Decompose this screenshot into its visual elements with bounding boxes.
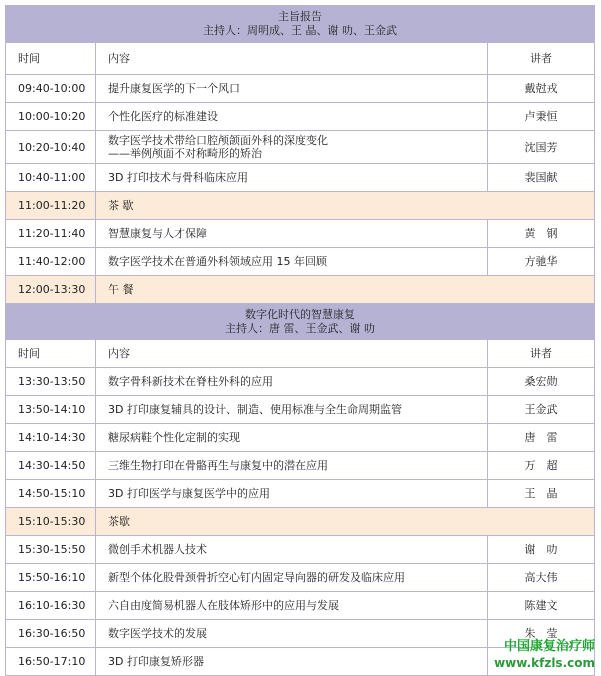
break-row bbox=[6, 508, 595, 536]
speaker-header: 讲者 bbox=[488, 340, 595, 368]
content-cell: 数字骨科新技术在脊柱外科的应用 bbox=[96, 368, 488, 396]
break-label: 午 餐 bbox=[96, 276, 595, 304]
content-header: 内容 bbox=[96, 340, 488, 368]
break-label: 茶歇 bbox=[96, 508, 595, 536]
content-cell: 3D 打印技术与骨科临床应用 bbox=[96, 164, 488, 192]
break-row bbox=[6, 192, 595, 220]
table-row bbox=[6, 131, 595, 164]
session-hosts: 主持人：周明成、王 晶、谢 叻、王金武 bbox=[203, 24, 397, 37]
speaker-cell: 戴尅戎 bbox=[488, 75, 595, 103]
time-cell: 15:50-16:10 bbox=[6, 564, 96, 592]
time-cell: 14:30-14:50 bbox=[6, 452, 96, 480]
session-title: 数字化时代的智慧康复 bbox=[245, 307, 355, 321]
content-cell: 3D 打印康复矫形器 bbox=[96, 648, 488, 676]
table-row bbox=[6, 564, 595, 592]
session-hosts: 主持人：唐 雷、王金武、谢 叻 bbox=[225, 321, 375, 335]
content-line: ——举例颅面不对称畸形的矫治 bbox=[108, 147, 262, 160]
content-line: 数字医学技术带给口腔颅颌面外科的深度变化 bbox=[108, 134, 328, 147]
content-header: 内容 bbox=[96, 43, 488, 75]
break-label: 茶 歇 bbox=[96, 192, 595, 220]
time-cell: 14:10-14:30 bbox=[6, 424, 96, 452]
content-cell: 个性化医疗的标准建设 bbox=[96, 103, 488, 131]
speaker-cell: 卢秉恒 bbox=[488, 103, 595, 131]
session-header bbox=[6, 304, 595, 340]
table-row bbox=[6, 452, 595, 480]
speaker-cell: 桑宏勋 bbox=[488, 368, 595, 396]
time-cell: 16:30-16:50 bbox=[6, 620, 96, 648]
table-row bbox=[6, 164, 595, 192]
session-header bbox=[6, 6, 595, 43]
speaker-cell: 沈国芳 bbox=[488, 131, 595, 164]
speaker-cell: 黄 钢 bbox=[488, 220, 595, 248]
speaker-cell: 陈建文 bbox=[488, 592, 595, 620]
time-cell: 15:30-15:50 bbox=[6, 536, 96, 564]
time-cell: 16:10-16:30 bbox=[6, 592, 96, 620]
time-cell: 12:00-13:30 bbox=[6, 276, 96, 304]
time-cell: 10:00-10:20 bbox=[6, 103, 96, 131]
speaker-cell: 方驰华 bbox=[488, 248, 595, 276]
session-title: 主旨报告 bbox=[278, 10, 322, 23]
watermark bbox=[494, 639, 595, 671]
content-cell bbox=[96, 131, 488, 164]
speaker-cell: 王 晶 bbox=[488, 480, 595, 508]
watermark-title: 中国康复治疗师 bbox=[503, 639, 595, 654]
content-cell: 微创手术机器人技术 bbox=[96, 536, 488, 564]
time-cell: 11:40-12:00 bbox=[6, 248, 96, 276]
content-cell: 3D 打印医学与康复医学中的应用 bbox=[96, 480, 488, 508]
content-cell: 三维生物打印在骨骼再生与康复中的潜在应用 bbox=[96, 452, 488, 480]
speaker-cell: 谢 叻 bbox=[488, 536, 595, 564]
time-cell: 15:10-15:30 bbox=[6, 508, 96, 536]
table-row bbox=[6, 75, 595, 103]
table-row bbox=[6, 592, 595, 620]
content-cell: 糖尿病鞋个性化定制的实现 bbox=[96, 424, 488, 452]
table-row bbox=[6, 480, 595, 508]
break-row bbox=[6, 276, 595, 304]
column-header-row bbox=[6, 43, 595, 75]
speaker-cell: 王金武 bbox=[488, 396, 595, 424]
time-cell: 13:30-13:50 bbox=[6, 368, 96, 396]
time-cell: 10:40-11:00 bbox=[6, 164, 96, 192]
column-header-row bbox=[6, 340, 595, 368]
content-cell: 新型个体化股骨颈骨折空心钉内固定导向器的研发及临床应用 bbox=[96, 564, 488, 592]
time-cell: 11:20-11:40 bbox=[6, 220, 96, 248]
table-row bbox=[6, 220, 595, 248]
content-cell: 数字医学技术在普通外科领域应用 15 年回顾 bbox=[96, 248, 488, 276]
content-cell: 六自由度简易机器人在肢体矫形中的应用与发展 bbox=[96, 592, 488, 620]
content-cell: 智慧康复与人才保障 bbox=[96, 220, 488, 248]
time-cell: 11:00-11:20 bbox=[6, 192, 96, 220]
time-cell: 14:50-15:10 bbox=[6, 480, 96, 508]
speaker-cell: 高大伟 bbox=[488, 564, 595, 592]
time-header: 时间 bbox=[6, 43, 96, 75]
watermark-url: www.kfzls.com bbox=[494, 656, 595, 670]
time-cell: 10:20-10:40 bbox=[6, 131, 96, 164]
time-header: 时间 bbox=[6, 340, 96, 368]
table-row bbox=[6, 248, 595, 276]
table-row bbox=[6, 536, 595, 564]
speaker-cell: 裴国献 bbox=[488, 164, 595, 192]
table-row bbox=[6, 368, 595, 396]
speaker-cell: 唐 雷 bbox=[488, 424, 595, 452]
time-cell: 16:50-17:10 bbox=[6, 648, 96, 676]
speaker-cell: 万 超 bbox=[488, 452, 595, 480]
table-row bbox=[6, 396, 595, 424]
content-cell: 提升康复医学的下一个风口 bbox=[96, 75, 488, 103]
content-cell: 数字医学技术的发展 bbox=[96, 620, 488, 648]
content-cell: 3D 打印康复辅具的设计、制造、使用标准与全生命周期监管 bbox=[96, 396, 488, 424]
table-row bbox=[6, 103, 595, 131]
schedule-table bbox=[5, 5, 595, 676]
table-row bbox=[6, 424, 595, 452]
time-cell: 13:50-14:10 bbox=[6, 396, 96, 424]
speaker-cell: 朱 莹 bbox=[488, 620, 595, 648]
speaker-header: 讲者 bbox=[488, 43, 595, 75]
time-cell: 09:40-10:00 bbox=[6, 75, 96, 103]
